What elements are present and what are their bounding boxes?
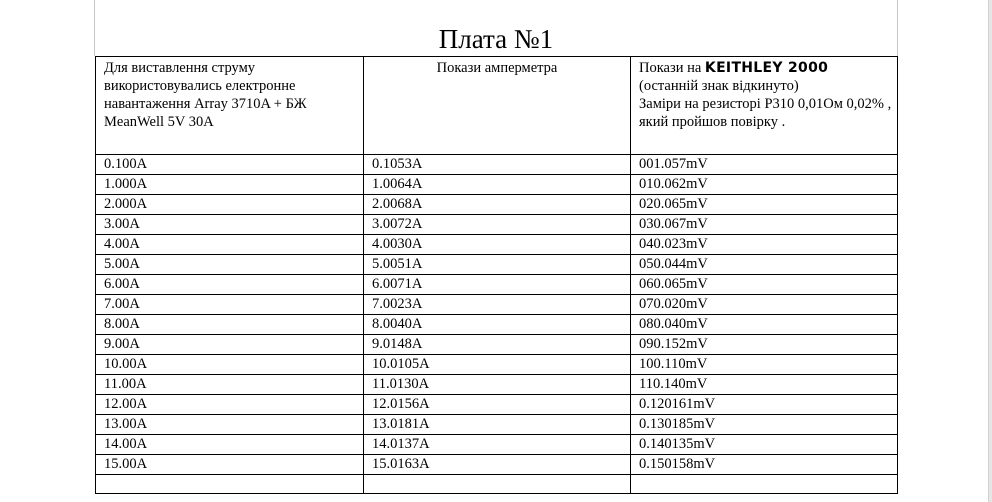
table-row bbox=[96, 275, 898, 295]
set-current-cell[interactable]: 12.00A bbox=[96, 395, 364, 415]
table-row bbox=[96, 315, 898, 335]
keithley-reading-cell[interactable]: 110.140mV bbox=[631, 375, 898, 395]
table-header-row bbox=[96, 57, 898, 155]
keithley-reading-cell[interactable]: 090.152mV bbox=[631, 335, 898, 355]
keithley-reading-cell[interactable]: 0.140135mV bbox=[631, 435, 898, 455]
empty-cell[interactable] bbox=[631, 475, 898, 494]
set-current-cell[interactable]: 4.00A bbox=[96, 235, 364, 255]
set-current-cell[interactable]: 2.000A bbox=[96, 195, 364, 215]
ammeter-reading-cell[interactable]: 12.0156A bbox=[364, 395, 631, 415]
ammeter-reading-cell[interactable]: 7.0023A bbox=[364, 295, 631, 315]
table-row bbox=[96, 175, 898, 195]
table-row bbox=[96, 455, 898, 475]
ammeter-reading-cell[interactable]: 14.0137A bbox=[364, 435, 631, 455]
keithley-reading-cell[interactable]: 030.067mV bbox=[631, 215, 898, 235]
set-current-cell[interactable]: 11.00A bbox=[96, 375, 364, 395]
set-current-cell[interactable]: 3.00A bbox=[96, 215, 364, 235]
ammeter-reading-cell[interactable]: 6.0071A bbox=[364, 275, 631, 295]
set-current-cell[interactable]: 8.00A bbox=[96, 315, 364, 335]
ammeter-reading-cell[interactable]: 3.0072A bbox=[364, 215, 631, 235]
ammeter-reading-cell[interactable]: 13.0181A bbox=[364, 415, 631, 435]
set-current-cell[interactable]: 0.100A bbox=[96, 155, 364, 175]
empty-cell[interactable] bbox=[96, 475, 364, 494]
right-margin-guide bbox=[897, 0, 898, 56]
header-current-setup-text: Для виставлення струму використовувались електронне навантаження Array 3710A + БЖ MeanWell 5V 30A bbox=[104, 60, 307, 130]
header-keithley-brand: KEITHLEY 2000 bbox=[704, 60, 829, 76]
table-row bbox=[96, 335, 898, 355]
ammeter-reading-cell[interactable]: 5.0051A bbox=[364, 255, 631, 275]
set-current-cell[interactable]: 5.00A bbox=[96, 255, 364, 275]
ammeter-reading-cell[interactable]: 10.0105A bbox=[364, 355, 631, 375]
keithley-reading-cell[interactable]: 060.065mV bbox=[631, 275, 898, 295]
set-current-cell[interactable]: 6.00A bbox=[96, 275, 364, 295]
ammeter-reading-cell[interactable]: 2.0068A bbox=[364, 195, 631, 215]
keithley-reading-cell[interactable]: 050.044mV bbox=[631, 255, 898, 275]
keithley-reading-cell[interactable]: 001.057mV bbox=[631, 155, 898, 175]
table-row bbox=[96, 375, 898, 395]
table-empty-row bbox=[96, 475, 898, 494]
ammeter-reading-cell[interactable]: 0.1053A bbox=[364, 155, 631, 175]
table-row bbox=[96, 215, 898, 235]
ammeter-reading-cell[interactable]: 15.0163A bbox=[364, 455, 631, 475]
header-ammeter-text: Покази амперметра bbox=[436, 60, 558, 76]
empty-cell[interactable] bbox=[364, 475, 631, 494]
ammeter-reading-cell[interactable]: 4.0030A bbox=[364, 235, 631, 255]
table-row bbox=[96, 155, 898, 175]
table-row bbox=[96, 355, 898, 375]
set-current-cell[interactable]: 14.00A bbox=[96, 435, 364, 455]
header-cell-current-setup[interactable] bbox=[96, 57, 364, 155]
set-current-cell[interactable]: 10.00A bbox=[96, 355, 364, 375]
keithley-reading-cell[interactable]: 010.062mV bbox=[631, 175, 898, 195]
table-row bbox=[96, 295, 898, 315]
table-row bbox=[96, 255, 898, 275]
keithley-reading-cell[interactable]: 070.020mV bbox=[631, 295, 898, 315]
header-keithley-resistor: Заміри на резисторі Р310 0,01Ом 0,02% , який пройшов повірку . bbox=[639, 96, 892, 130]
keithley-reading-cell[interactable]: 040.023mV bbox=[631, 235, 898, 255]
ammeter-reading-cell[interactable]: 8.0040A bbox=[364, 315, 631, 335]
ammeter-reading-cell[interactable]: 1.0064A bbox=[364, 175, 631, 195]
set-current-cell[interactable]: 15.00A bbox=[96, 455, 364, 475]
header-cell-keithley[interactable] bbox=[631, 57, 898, 155]
keithley-reading-cell[interactable]: 0.120161mV bbox=[631, 395, 898, 415]
table-row bbox=[96, 415, 898, 435]
table-row bbox=[96, 235, 898, 255]
table-row bbox=[96, 195, 898, 215]
header-keithley-prefix: Покази на bbox=[639, 60, 705, 76]
document-title[interactable]: Плата №1 bbox=[438, 24, 554, 54]
keithley-reading-cell[interactable]: 100.110mV bbox=[631, 355, 898, 375]
header-keithley-note: (останній знак відкинуто) bbox=[639, 78, 799, 94]
ammeter-reading-cell[interactable]: 11.0130A bbox=[364, 375, 631, 395]
ammeter-reading-cell[interactable]: 9.0148A bbox=[364, 335, 631, 355]
keithley-reading-cell[interactable]: 0.150158mV bbox=[631, 455, 898, 475]
table-row bbox=[96, 435, 898, 455]
page-scroll-edge bbox=[988, 0, 992, 502]
measurement-table[interactable] bbox=[95, 56, 898, 494]
header-cell-ammeter[interactable] bbox=[364, 57, 631, 155]
keithley-reading-cell[interactable]: 020.065mV bbox=[631, 195, 898, 215]
set-current-cell[interactable]: 7.00A bbox=[96, 295, 364, 315]
keithley-reading-cell[interactable]: 080.040mV bbox=[631, 315, 898, 335]
set-current-cell[interactable]: 13.00A bbox=[96, 415, 364, 435]
table-row bbox=[96, 395, 898, 415]
keithley-reading-cell[interactable]: 0.130185mV bbox=[631, 415, 898, 435]
set-current-cell[interactable]: 9.00A bbox=[96, 335, 364, 355]
set-current-cell[interactable]: 1.000A bbox=[96, 175, 364, 195]
